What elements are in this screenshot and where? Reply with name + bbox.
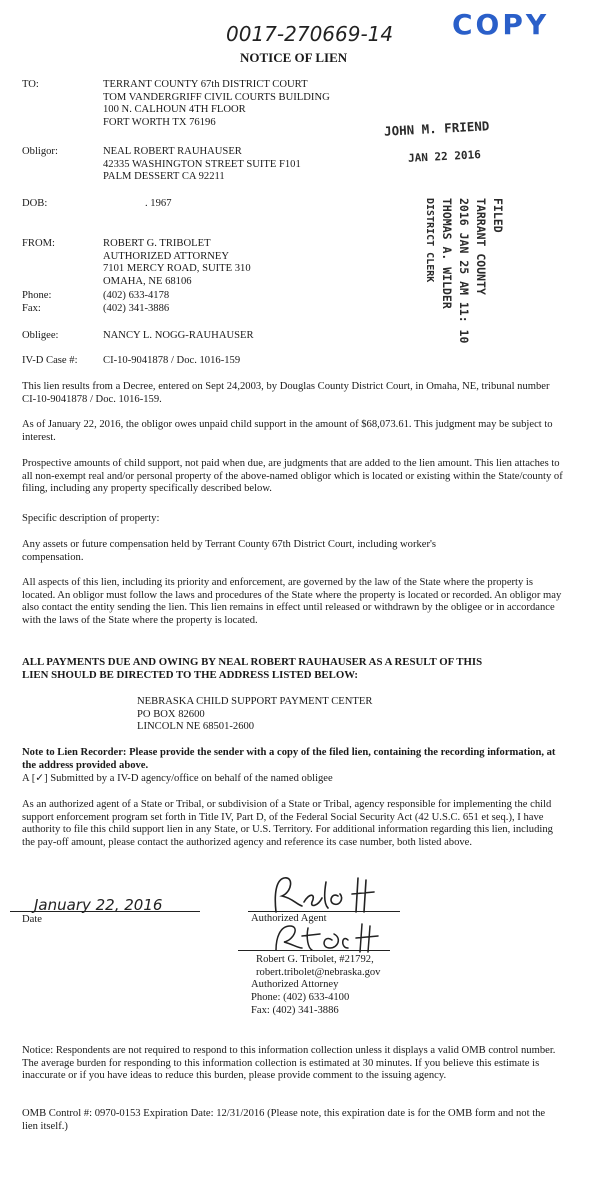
obligee-label: Obligee: bbox=[22, 330, 59, 341]
date-line bbox=[10, 911, 200, 912]
dob-value: . 1967 bbox=[145, 198, 172, 209]
handwritten-case-number: 0017-270669-14 bbox=[226, 22, 394, 46]
payment-address-line: NEBRASKA CHILD SUPPORT PAYMENT CENTER bbox=[137, 696, 373, 707]
obligor-line: NEAL ROBERT RAUHAUSER bbox=[103, 146, 242, 157]
filed-stamp-line: DISTRICT CLERK bbox=[424, 198, 435, 283]
assets-paragraph: Any assets or future compensation held by Terrant County 67th District Court, including worker's compensation. bbox=[22, 539, 437, 563]
payment-address-line: LINCOLN NE 68501-2600 bbox=[137, 721, 255, 733]
obligor-line: 42335 WASHINGTON STREET SUITE F101 bbox=[103, 158, 301, 170]
to-line: TERRANT COUNTY 67th DISTRICT COURT bbox=[103, 79, 308, 90]
decree-paragraph: This lien results from a Decree, entered on Sept 24,2003, by Douglas County District Court, in Omaha, NE, tribunal number CI-10-9041878 / Doc. 1016-159. bbox=[22, 381, 550, 405]
attorney-line: Authorized Attorney bbox=[251, 979, 339, 991]
to-line: FORT WORTH TX 76196 bbox=[103, 117, 216, 129]
handwritten-date: January 22, 2016 bbox=[34, 896, 163, 914]
from-address bbox=[103, 238, 251, 289]
ivd-case-value: CI-10-9041878 / Doc. 1016-159 bbox=[103, 355, 241, 366]
page-title: NOTICE OF LIEN bbox=[240, 50, 348, 65]
dob-label: DOB: bbox=[22, 198, 48, 209]
omb-notice: Notice: Respondents are not required to respond to this information collection unless it displays a valid OMB control number. The average burden for responding to this information collection is estimated at 30 minutes. If you believe this estimate is inaccurate or if you have ideas to reduce this burden, please provide comment to the issuing agency. bbox=[22, 1045, 556, 1082]
copy-stamp: COPY bbox=[452, 8, 550, 41]
authority-paragraph: As an authorized agent of a State or Tribal, or subdivision of a State or Tribal, agency responsible for implementing the child support enforcement program set forth in Title IV, Part D, of the Federal Social Security Act (42 U.S.C. 651 et seq.), I have authority to file this child support lien in any State, or U.S. Territory. For additional information regarding this lien, including the pay-off amount, please contact the authorized agency and reference its case number, both listed above. bbox=[22, 799, 553, 849]
omb-control: OMB Control #: 0970-0153 Expiration Date: 12/31/2016 (Please note, this expiration date is for the OMB form and not the lien itself.) bbox=[22, 1108, 546, 1132]
phone-value: (402) 633-4178 bbox=[103, 290, 170, 301]
obligee-value: NANCY L. NOGG-RAUHAUSER bbox=[103, 330, 254, 341]
obligor-line: PALM DESSERT CA 92211 bbox=[103, 171, 225, 183]
attorney-block bbox=[251, 954, 380, 1018]
from-line: AUTHORIZED ATTORNEY bbox=[103, 250, 230, 262]
obligor-label: Obligor: bbox=[22, 146, 58, 157]
from-line: ROBERT G. TRIBOLET bbox=[103, 238, 211, 249]
ivd-case-label: IV-D Case #: bbox=[22, 355, 78, 366]
payments-heading-2: LIEN SHOULD BE DIRECTED TO THE ADDRESS LISTED BELOW: bbox=[22, 669, 359, 681]
to-line: 100 N. CALHOUN 4TH FLOOR bbox=[103, 104, 246, 116]
filed-stamp-line: FILED bbox=[491, 198, 505, 233]
from-label: FROM: bbox=[22, 238, 55, 249]
filed-stamp-line: TARRANT COUNTY bbox=[474, 198, 488, 295]
filed-stamp-line: THOMAS A. WILDER bbox=[440, 198, 454, 309]
date-label: Date bbox=[22, 914, 42, 925]
filed-stamp bbox=[423, 198, 504, 358]
ivd-checkbox-line: A [✓] Submitted by a IV-D agency/office on behalf of the named obligee bbox=[22, 773, 333, 784]
to-line: TOM VANDERGRIFF CIVIL COURTS BUILDING bbox=[103, 91, 330, 103]
payment-address bbox=[137, 696, 372, 734]
payments-heading-1: ALL PAYMENTS DUE AND OWING BY NEAL ROBERT RAUHAUSER AS A RESULT OF THIS bbox=[22, 656, 483, 668]
aspects-paragraph: All aspects of this lien, including its priority and enforcement, are governed by the law of the State where the property is located. An obligor must follow the laws and procedures of the State where the property is located or recorded. An obligor may also contact the entity sending the lien. This lien remains in effect until released or withdrawn by the obligee or in accordance with the laws of the State where the property is located. bbox=[22, 577, 562, 627]
fax-value: (402) 341-3886 bbox=[103, 303, 170, 314]
attorney-line: Fax: (402) 341-3886 bbox=[251, 1004, 339, 1016]
phone-label: Phone: bbox=[22, 290, 52, 301]
fax-label: Fax: bbox=[22, 303, 41, 314]
attorney-line: robert.tribolet@nebraska.gov bbox=[256, 966, 381, 978]
to-label: TO: bbox=[22, 79, 39, 90]
attorney-line: Phone: (402) 633-4100 bbox=[251, 992, 350, 1004]
recorder-note: Note to Lien Recorder: Please provide the sender with a copy of the filed lien, containing the recording information, at the address provided above. bbox=[22, 747, 556, 771]
owes-paragraph: As of January 22, 2016, the obligor owes unpaid child support in the amount of $68,073.61. This judgment may be subject to interest. bbox=[22, 419, 553, 443]
from-line: 7101 MERCY ROAD, SUITE 310 bbox=[103, 263, 251, 275]
prospective-paragraph: Prospective amounts of child support, not paid when due, are judgments that are added to the lien amount. This lien attaches to all non-exempt real and/or personal property of the above-named obligor which is located or existing within the State/county of filing, including any property specifically described below. bbox=[22, 458, 563, 495]
attorney-signature-line bbox=[238, 950, 390, 951]
specific-heading: Specific description of property: bbox=[22, 513, 160, 524]
filed-stamp-line: 2016 JAN 25 AM 11: 10 bbox=[457, 198, 471, 344]
attorney-line: Robert G. Tribolet, #21792, bbox=[256, 954, 374, 965]
agent-signature-line bbox=[248, 911, 400, 912]
obligor-address bbox=[103, 146, 301, 184]
from-line: OMAHA, NE 68106 bbox=[103, 276, 192, 288]
to-address bbox=[103, 79, 330, 130]
received-stamp-name: JOHN M. FRIEND bbox=[383, 118, 490, 139]
received-stamp-date: JAN 22 2016 bbox=[407, 148, 482, 165]
agent-label: Authorized Agent bbox=[251, 913, 327, 924]
payment-address-line: PO BOX 82600 bbox=[137, 708, 205, 720]
